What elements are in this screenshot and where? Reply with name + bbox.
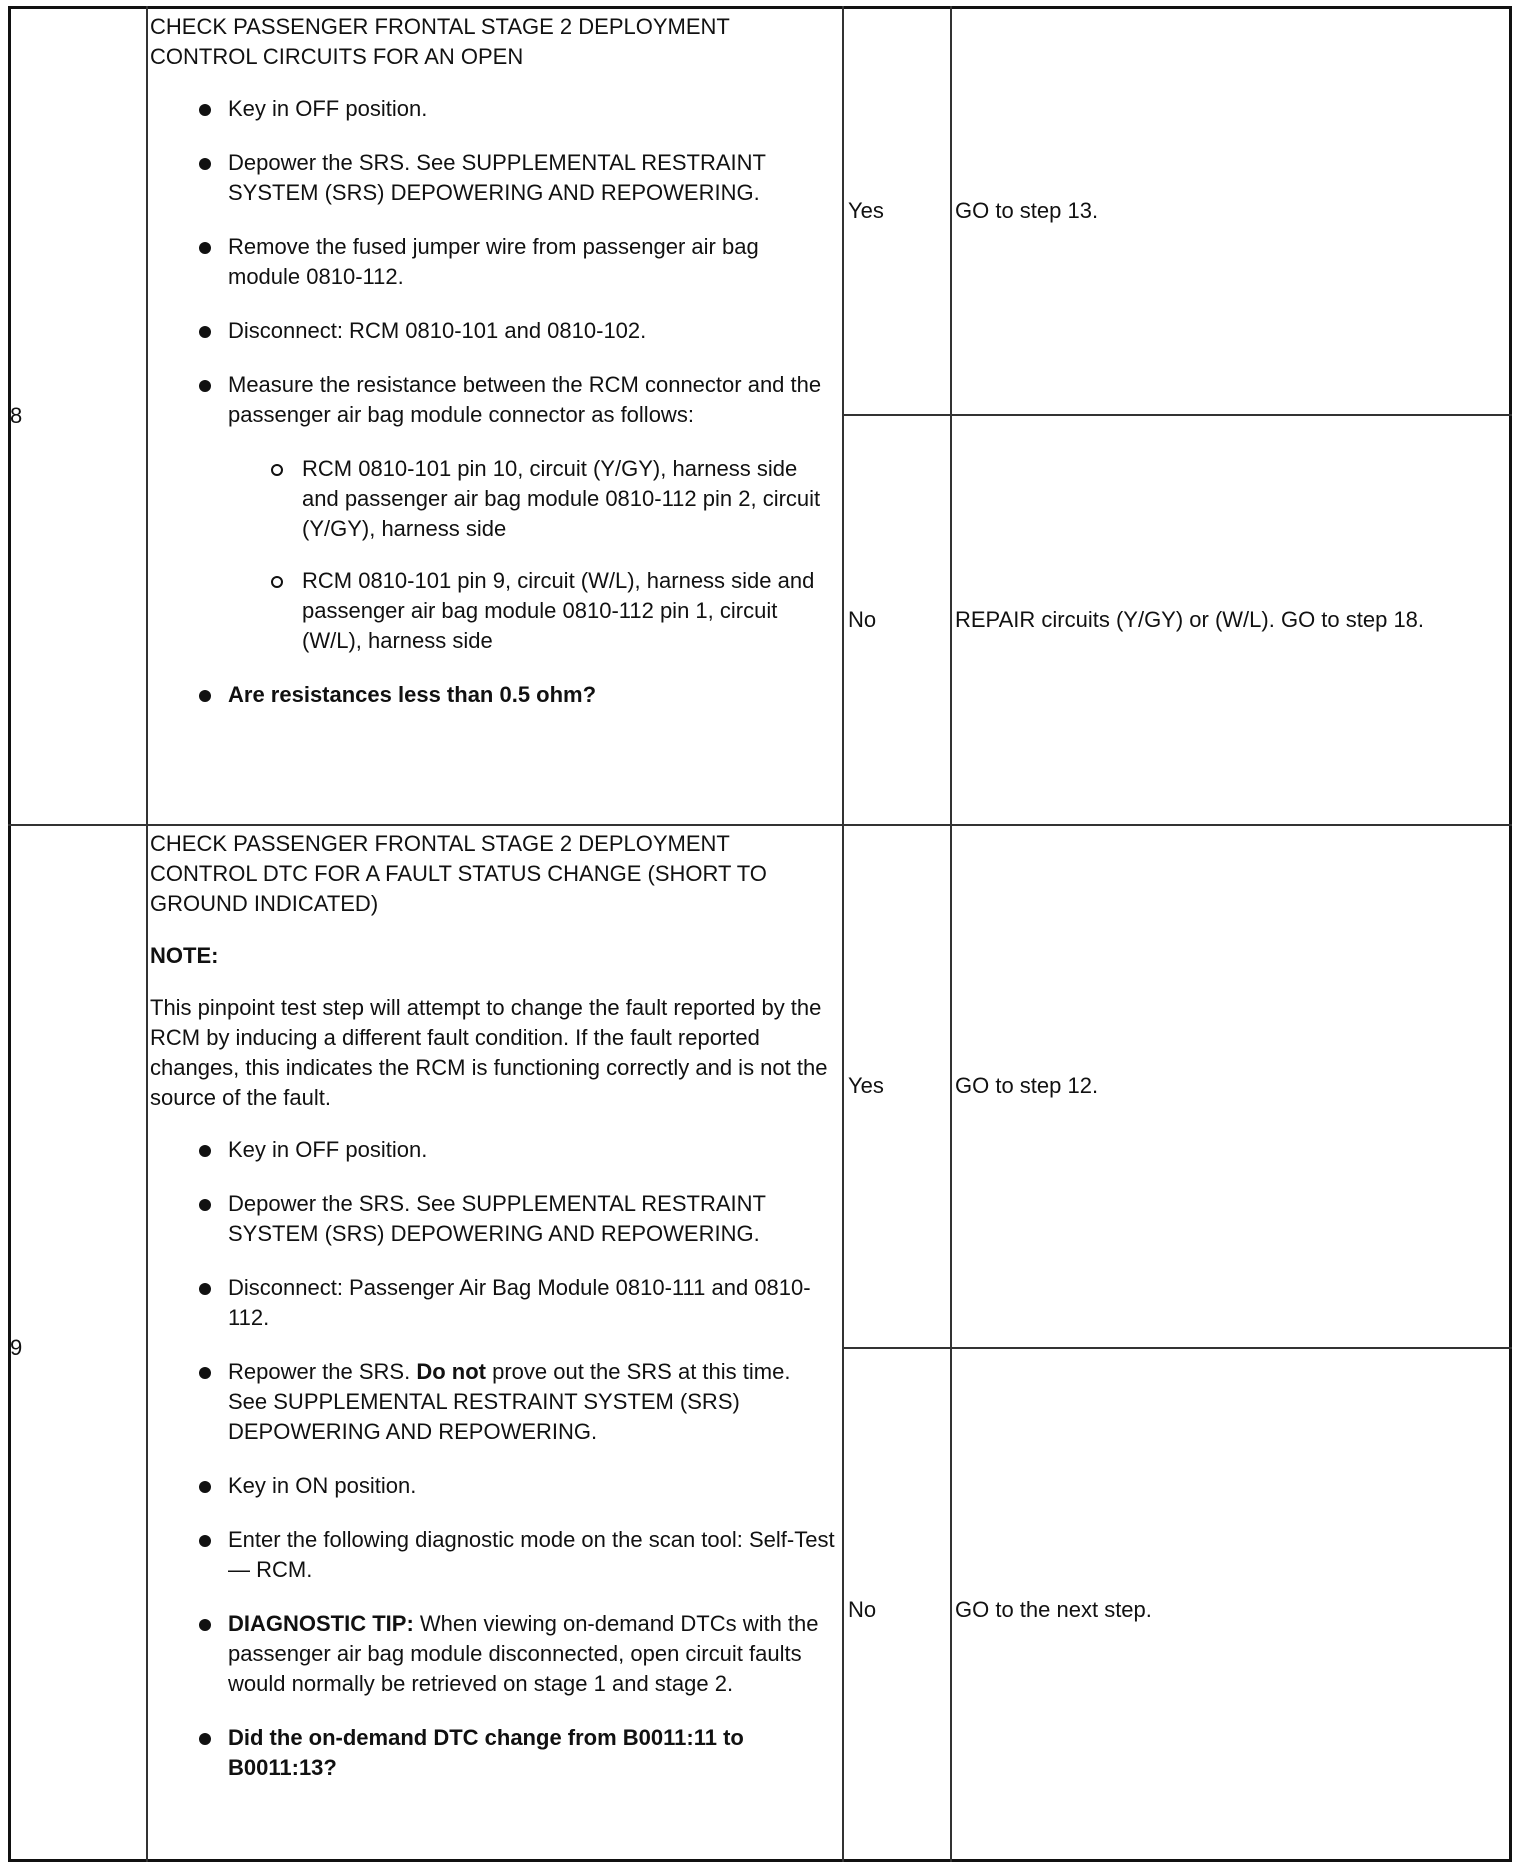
tip-text: When viewing on-demand DTCs with the passenger air bag module disconnected, open circuit faults would normally be retrieved on stage 1 and stage 2. (228, 1611, 819, 1696)
yes-label: Yes (848, 1073, 884, 1098)
note-text: This pinpoint test step will attempt to change the fault reported by the RCM by inducing a different fault condition. If the fault reported changes, this indicates the RCM is functioning correctly and is not the source of the fault. (150, 995, 828, 1110)
yes-action: GO to step 13. (955, 198, 1099, 223)
sub-bullets (228, 454, 835, 656)
no-action: REPAIR circuits (Y/GY) or (W/L). GO to step 18. (955, 607, 1425, 632)
bullet-item: Key in ON position. (150, 1471, 835, 1501)
bullet-item (150, 1357, 835, 1447)
sub-bullet-item: RCM 0810-101 pin 10, circuit (Y/GY), harness side and passenger air bag module 0810-112 pin 2, circuit (Y/GY), harness side (228, 454, 835, 544)
bullet-text: Repower the SRS. (228, 1359, 417, 1384)
step-number: 8 (10, 403, 23, 428)
yes-label: Yes (848, 198, 884, 223)
bullet-item: Remove the fused jumper wire from passenger air bag module 0810-112. (150, 232, 835, 292)
step-bullets (150, 94, 835, 710)
column-divider (146, 6, 148, 1862)
step-8-description (150, 12, 835, 734)
step-number: 9 (10, 1335, 23, 1360)
row-divider (842, 414, 1512, 416)
bullet-item: Key in OFF position. (150, 1135, 835, 1165)
bullet-item: Enter the following diagnostic mode on the scan tool: Self-Test — RCM. (150, 1525, 835, 1585)
step-title: CHECK PASSENGER FRONTAL STAGE 2 DEPLOYMENT CONTROL DTC FOR A FAULT STATUS CHANGE (SHORT TO GROUND INDICATED) (150, 831, 767, 916)
no-label: No (848, 607, 877, 632)
bullet-item (150, 1609, 835, 1699)
step-title: CHECK PASSENGER FRONTAL STAGE 2 DEPLOYMENT CONTROL CIRCUITS FOR AN OPEN (150, 14, 730, 69)
emphasis-text: Do not (416, 1359, 486, 1384)
step-9-description (150, 829, 835, 1807)
bullet-item: Depower the SRS. See SUPPLEMENTAL RESTRAINT SYSTEM (SRS) DEPOWERING AND REPOWERING. (150, 148, 835, 208)
no-label: No (848, 1597, 877, 1622)
bullet-item (150, 370, 835, 656)
step-bullets (150, 1135, 835, 1783)
column-divider (842, 6, 844, 1862)
bullet-item: Disconnect: Passenger Air Bag Module 0810-111 and 0810-112. (150, 1273, 835, 1333)
tip-label: DIAGNOSTIC TIP: (228, 1611, 414, 1636)
row-divider (842, 1347, 1512, 1349)
yes-action: GO to step 12. (955, 1073, 1099, 1098)
no-action: GO to the next step. (955, 1597, 1152, 1622)
note-label: NOTE: (150, 943, 219, 968)
bullet-text: Measure the resistance between the RCM connector and the passenger air bag module connector as follows: (228, 372, 822, 427)
sub-bullet-item: RCM 0810-101 pin 9, circuit (W/L), harness side and passenger air bag module 0810-112 pin 1, circuit (W/L), harness side (228, 566, 835, 656)
question-item: Did the on-demand DTC change from B0011:11 to B0011:13? (150, 1723, 835, 1783)
question-item: Are resistances less than 0.5 ohm? (150, 680, 835, 710)
bullet-item: Disconnect: RCM 0810-101 and 0810-102. (150, 316, 835, 346)
bullet-item: Key in OFF position. (150, 94, 835, 124)
row-divider (8, 824, 1512, 826)
bullet-text: prove out the SRS at this time. See SUPPLEMENTAL RESTRAINT SYSTEM (SRS) DEPOWERING AND REPOWERING. (228, 1359, 791, 1444)
bullet-item: Depower the SRS. See SUPPLEMENTAL RESTRAINT SYSTEM (SRS) DEPOWERING AND REPOWERING. (150, 1189, 835, 1249)
column-divider (950, 6, 952, 1862)
